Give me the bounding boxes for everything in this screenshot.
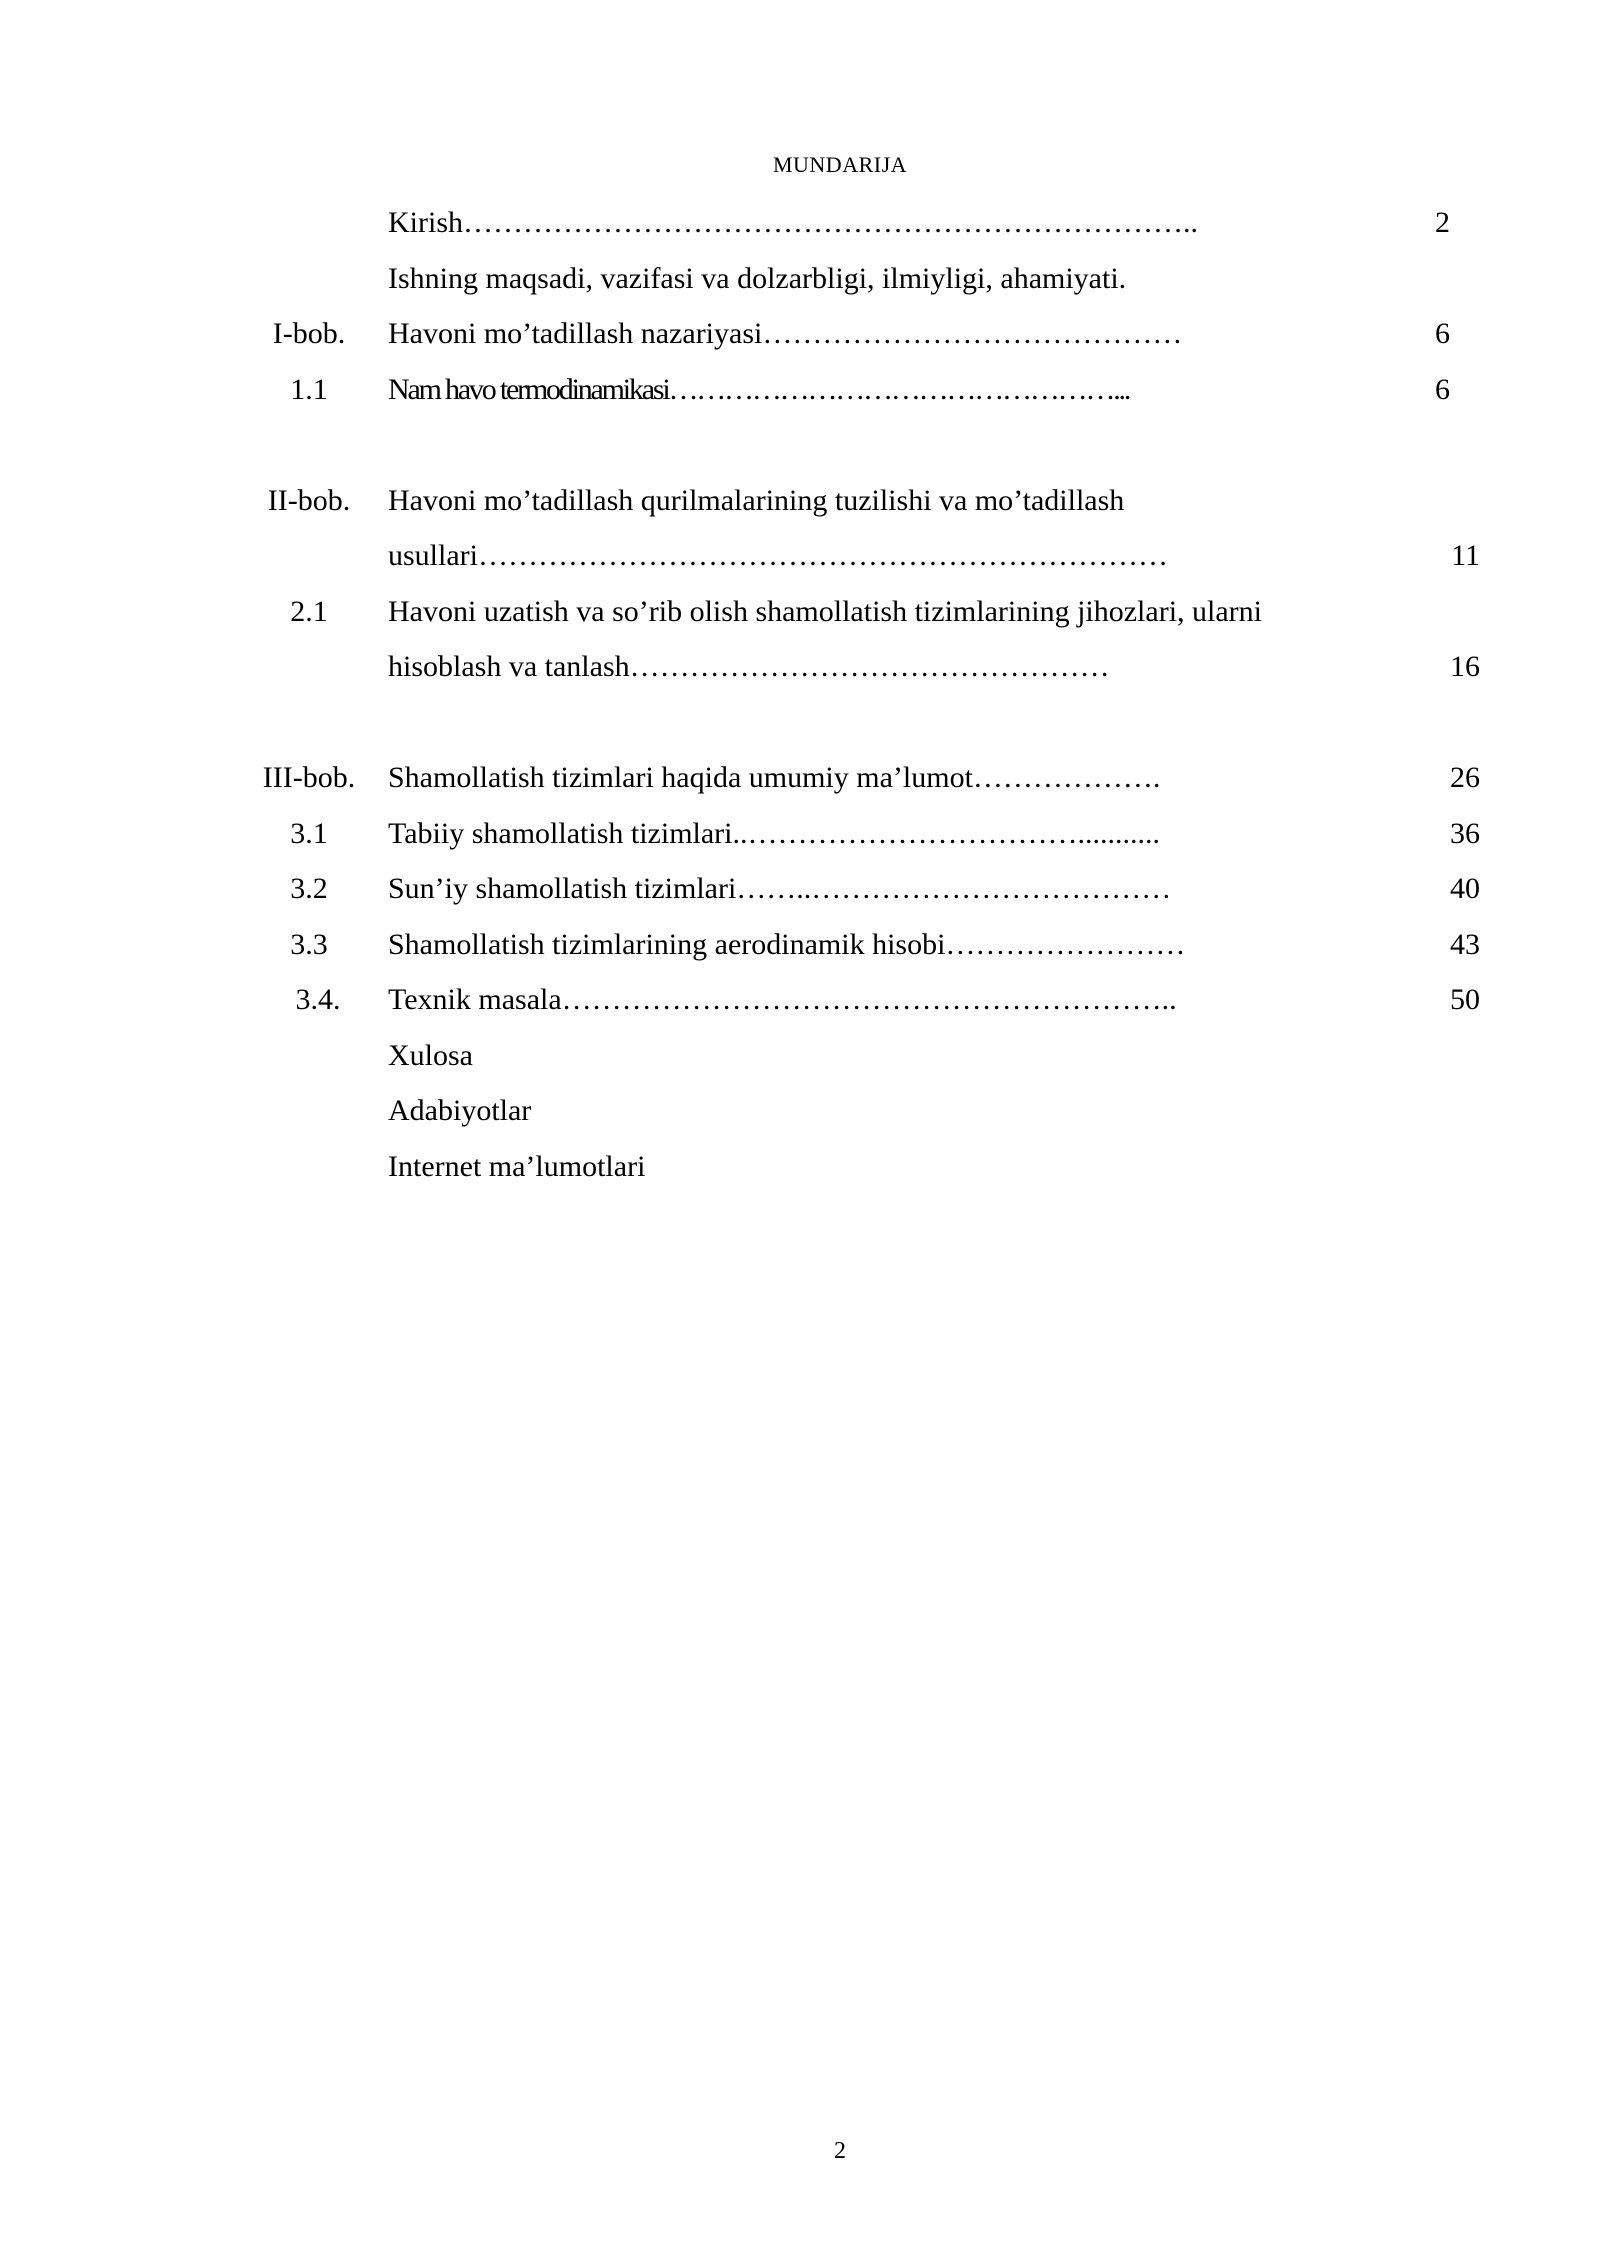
toc-row-page: 16 [1450, 650, 1480, 683]
toc-row-page: 2 [1435, 206, 1450, 239]
toc-row [230, 195, 1480, 251]
toc-row-title: Tabiiy shamollatish tizimlari..……………………………........... [388, 816, 1161, 850]
toc-row-number [230, 195, 388, 251]
toc-row-number: 3.2 [290, 872, 328, 905]
toc-row-title: hisoblash va tanlash………………………………………… [388, 650, 1110, 683]
toc-row-page: 26 [1450, 761, 1480, 794]
toc-row [230, 639, 1480, 695]
toc-row-page [1398, 473, 1480, 529]
toc-row [230, 806, 1480, 862]
toc-row-number: 2.1 [290, 594, 328, 628]
toc-row-number [230, 1028, 388, 1084]
toc-row-page: 50 [1450, 983, 1480, 1016]
toc-row-title: Ishning maqsadi, vazifasi va dolzarbligi, ilmiyligi, ahamiyati. [388, 261, 1127, 295]
page-number: 2 [834, 2138, 846, 2164]
toc-row [230, 473, 1480, 529]
toc-row [230, 750, 1480, 806]
toc-row-title: usullari…………………………………………………………… [388, 539, 1168, 572]
toc-row-page: 6 [1435, 317, 1450, 350]
toc-spacer [230, 695, 1480, 751]
toc-row-number: III-bob. [262, 761, 356, 794]
toc-row-page: 6 [1435, 372, 1450, 406]
toc-row-page: 43 [1450, 927, 1480, 961]
toc-row [230, 917, 1480, 973]
toc-row-number [230, 251, 388, 307]
toc-row-page [1398, 251, 1480, 307]
toc-row-title: Havoni uzatish va so’rib olish shamollatish tizimlarining jihozlari, ularni [388, 594, 1262, 628]
toc-row-number: I-bob. [272, 317, 346, 350]
toc-row [230, 362, 1480, 418]
toc-row [230, 861, 1480, 917]
toc-row-number [230, 639, 388, 695]
toc-row-title: Texnik masala…………………………………………………….. [388, 983, 1177, 1016]
toc-row-number: 3.3 [290, 927, 328, 961]
toc-row-title: Shamollatish tizimlarining aerodinamik hisobi…………………… [388, 927, 1186, 961]
toc-row-page [1398, 1083, 1480, 1139]
toc-row [230, 584, 1480, 640]
toc-row-title: Kirish……………………………………………………………….. [388, 206, 1198, 239]
toc-row [230, 528, 1480, 584]
toc-heading: MUNDARIJA [772, 152, 908, 177]
toc-row-title: Sun’iy shamollatish tizimlari……..……………………………… [388, 872, 1172, 905]
toc-row-page: 36 [1450, 816, 1480, 850]
toc-row [230, 251, 1480, 307]
toc-row-title: Internet ma’lumotlari [388, 1149, 646, 1183]
toc-row-number [230, 528, 388, 584]
toc-row [230, 972, 1480, 1028]
toc-row-page [1398, 584, 1480, 640]
toc-row-title: Shamollatish tizimlari haqida umumiy ma’lumot………………. [388, 761, 1161, 794]
toc-row-number: II-bob. [267, 483, 351, 517]
toc-row-number [230, 1083, 388, 1139]
toc-row [230, 1139, 1480, 1195]
toc-row [230, 1028, 1480, 1084]
toc-spacer [230, 417, 1480, 473]
toc-row [230, 306, 1480, 362]
toc-row-title: Havoni mo’tadillash qurilmalarining tuzilishi va mo’tadillash [388, 483, 1125, 517]
toc-row-page [1398, 1028, 1480, 1084]
toc-row-number: 3.4. [295, 983, 341, 1016]
toc-row-page: 11 [1451, 539, 1480, 572]
table-of-contents [230, 195, 1480, 1194]
toc-row-title: Adabiyotlar [388, 1094, 532, 1127]
toc-row-page: 40 [1450, 872, 1480, 905]
toc-row-title: Nam havo termodinamikasi…………………………………………... [388, 372, 1130, 406]
toc-row-page [1398, 1139, 1480, 1195]
toc-row [230, 1083, 1480, 1139]
toc-row-number [230, 1139, 388, 1195]
toc-row-number: 1.1 [290, 372, 328, 406]
toc-row-title: Havoni mo’tadillash nazariyasi…………………………………… [388, 317, 1183, 350]
toc-row-title: Xulosa [388, 1038, 473, 1072]
toc-row-number: 3.1 [290, 816, 328, 850]
